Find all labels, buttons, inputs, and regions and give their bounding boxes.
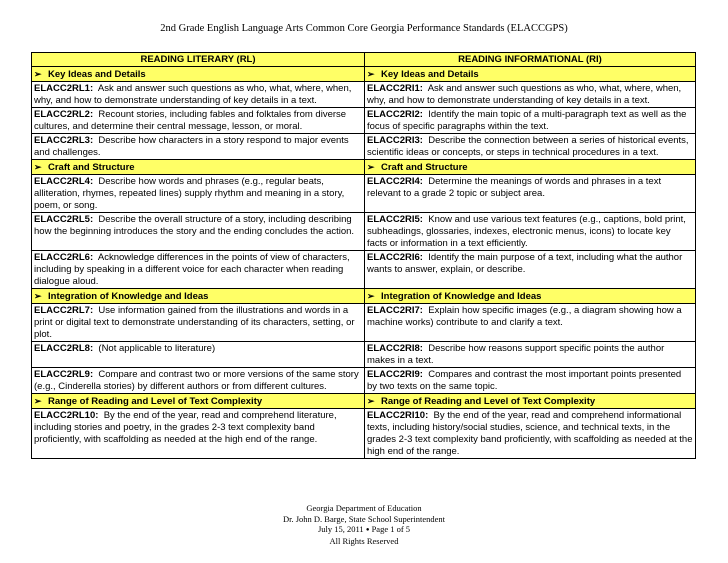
section-label: Key Ideas and Details xyxy=(48,69,146,80)
table-header-row xyxy=(32,53,696,67)
standard-code: ELACC2RI1: xyxy=(367,83,423,94)
footer-department: Georgia Department of Education xyxy=(306,503,422,513)
standard-text: Recount stories, including fables and folktales from diverse cultures, and determine their central message, lesson, or moral. xyxy=(34,109,347,132)
table-row xyxy=(32,304,696,342)
table-body xyxy=(32,67,696,459)
standard-code: ELACC2RL10: xyxy=(34,410,99,421)
standard-text: By the end of the year, read and comprehend informational texts, including history/social studies, science, and technical texts, in the grades 2-3 text complexity band proficiently, with scaffolding as needed at the high end of the range. xyxy=(367,410,693,457)
standard-code: ELACC2RL8: xyxy=(34,343,94,354)
standard-cell-right xyxy=(365,342,696,368)
standard-text: Describe how words and phrases (e.g., regular beats, alliteration, rhymes, repeated lines) supply rhythm and meaning in a story, poem, or song. xyxy=(34,176,345,211)
footer-superintendent: Dr. John D. Barge, State School Superintendent xyxy=(282,513,446,524)
standard-code: ELACC2RI9: xyxy=(367,369,423,380)
table-row xyxy=(32,134,696,160)
table-row xyxy=(32,213,696,251)
arrow-right-icon: ➢ xyxy=(367,396,375,406)
table-row xyxy=(32,368,696,394)
standard-code: ELACC2RL5: xyxy=(34,214,94,225)
standard-cell-left xyxy=(32,368,365,394)
standard-cell-right xyxy=(365,108,696,134)
arrow-right-icon: ➢ xyxy=(34,69,42,79)
section-label: Craft and Structure xyxy=(48,162,135,173)
section-header-row xyxy=(32,289,696,304)
standard-text: Ask and answer such questions as who, what, where, when, why, and how to demonstrate understanding of key details in a text. xyxy=(367,83,682,106)
standard-text: Know and use various text features (e.g., captions, bold print, subheadings, glossaries, indexes, electronic menus, icons) to locate key facts or information in a text efficiently. xyxy=(367,214,686,249)
standard-cell-left xyxy=(32,342,365,368)
arrow-right-icon: ➢ xyxy=(34,291,42,301)
table-row xyxy=(32,251,696,289)
section-header-left xyxy=(32,67,365,82)
table-row xyxy=(32,175,696,213)
footer-date-page xyxy=(0,524,728,536)
standard-text: Identify the main purpose of a text, including what the author wants to answer, explain, or describe. xyxy=(367,252,683,275)
section-label: Range of Reading and Level of Text Complexity xyxy=(48,396,263,407)
standard-cell-right xyxy=(365,134,696,160)
standard-text: (Not applicable to literature) xyxy=(98,343,216,354)
standard-cell-left xyxy=(32,108,365,134)
arrow-right-icon: ➢ xyxy=(367,291,375,301)
section-label: Range of Reading and Level of Text Complexity xyxy=(381,396,596,407)
section-header-row xyxy=(32,394,696,409)
standard-text: Use information gained from the illustrations and words in a print or digital text to demonstrate understanding of its characters, setting, or plot. xyxy=(34,305,355,340)
footer-date: July 15, 2011 xyxy=(317,524,364,534)
standard-cell-right xyxy=(365,409,696,459)
column-header-reading-informational: READING INFORMATIONAL (RI) xyxy=(365,53,696,67)
standard-text: Ask and answer such questions as who, what, where, when, why, and how to demonstrate understanding of key details in a text. xyxy=(34,83,352,106)
standards-table xyxy=(31,52,696,459)
section-header-left xyxy=(32,289,365,304)
standard-cell-left xyxy=(32,175,365,213)
standard-text: Compares and contrast the most important points presented by two texts on the same topic. xyxy=(367,369,682,392)
standard-code: ELACC2RI4: xyxy=(367,176,423,187)
footer-page-number: Page 1 of 5 xyxy=(371,524,411,534)
standard-cell-left xyxy=(32,82,365,108)
table-row xyxy=(32,82,696,108)
section-label: Integration of Knowledge and Ideas xyxy=(48,291,209,302)
table-row xyxy=(32,409,696,459)
arrow-right-icon: ➢ xyxy=(367,162,375,172)
column-header-reading-literary: READING LITERARY (RL) xyxy=(32,53,365,67)
standard-text: Determine the meanings of words and phrases in a text relevant to a grade 2 topic or subject area. xyxy=(367,176,662,199)
arrow-right-icon: ➢ xyxy=(367,69,375,79)
standard-text: Identify the main topic of a multi-paragraph text as well as the focus of specific paragraphs within the text. xyxy=(367,109,687,132)
footer-rights: All Rights Reserved xyxy=(329,535,399,546)
standard-code: ELACC2RI7: xyxy=(367,305,423,316)
section-label: Key Ideas and Details xyxy=(381,69,479,80)
section-label: Craft and Structure xyxy=(381,162,468,173)
standard-text: Describe how reasons support specific points the author makes in a text. xyxy=(367,343,665,366)
standard-text: Describe the overall structure of a story, including describing how the beginning introduces the story and the ending concludes the action. xyxy=(34,214,355,237)
table-row xyxy=(32,108,696,134)
standard-code: ELACC2RL9: xyxy=(34,369,94,380)
standard-code: ELACC2RL4: xyxy=(34,176,94,187)
section-label: Integration of Knowledge and Ideas xyxy=(381,291,542,302)
standard-text: Explain how specific images (e.g., a diagram showing how a machine works) contribute to and clarify a text. xyxy=(367,305,682,328)
standard-cell-left xyxy=(32,213,365,251)
standard-code: ELACC2RL1: xyxy=(34,83,94,94)
standard-cell-left xyxy=(32,304,365,342)
section-header-row xyxy=(32,160,696,175)
standard-cell-right xyxy=(365,304,696,342)
standard-text: Compare and contrast two or more versions of the same story (e.g., Cinderella stories) by different authors or from different cultures. xyxy=(34,369,359,392)
standard-code: ELACC2RL6: xyxy=(34,252,94,263)
page-footer xyxy=(0,503,728,546)
section-header-right xyxy=(365,394,696,409)
standard-cell-right xyxy=(365,213,696,251)
standard-cell-right xyxy=(365,82,696,108)
section-header-row xyxy=(32,67,696,82)
page-title: 2nd Grade English Language Arts Common Core Georgia Performance Standards (ELACCGPS) xyxy=(160,23,568,34)
standard-cell-right xyxy=(365,368,696,394)
section-header-left xyxy=(32,160,365,175)
standard-code: ELACC2RL7: xyxy=(34,305,94,316)
standard-cell-right xyxy=(365,251,696,289)
standard-text: Describe how characters in a story respond to major events and challenges. xyxy=(34,135,349,158)
standard-code: ELACC2RI5: xyxy=(367,214,423,225)
standard-cell-left xyxy=(32,134,365,160)
section-header-right xyxy=(365,67,696,82)
standard-cell-left xyxy=(32,409,365,459)
standard-cell-right xyxy=(365,175,696,213)
standard-code: ELACC2RL2: xyxy=(34,109,94,120)
standard-code: ELACC2RI3: xyxy=(367,135,423,146)
standard-text: Describe the connection between a series of historical events, scientific ideas or concepts, or steps in technical procedures in a text. xyxy=(367,135,689,158)
bullet-separator-icon: ● xyxy=(365,527,370,533)
standard-code: ELACC2RI2: xyxy=(367,109,423,120)
arrow-right-icon: ➢ xyxy=(34,396,42,406)
table-row xyxy=(32,342,696,368)
standard-code: ELACC2RI8: xyxy=(367,343,423,354)
section-header-left xyxy=(32,394,365,409)
standard-text: Acknowledge differences in the points of view of characters, including by speaking in a different voice for each character when reading dialogue aloud. xyxy=(34,252,350,287)
standard-code: ELACC2RI6: xyxy=(367,252,423,263)
standard-code: ELACC2RL3: xyxy=(34,135,94,146)
section-header-right xyxy=(365,160,696,175)
standard-code: ELACC2RI10: xyxy=(367,410,429,421)
standard-cell-left xyxy=(32,251,365,289)
standard-text: By the end of the year, read and comprehend literature, including stories and poetry, in the grades 2-3 text complexity band proficiently, with scaffolding as needed at the high end of the range. xyxy=(34,410,337,445)
section-header-right xyxy=(365,289,696,304)
arrow-right-icon: ➢ xyxy=(34,162,42,172)
